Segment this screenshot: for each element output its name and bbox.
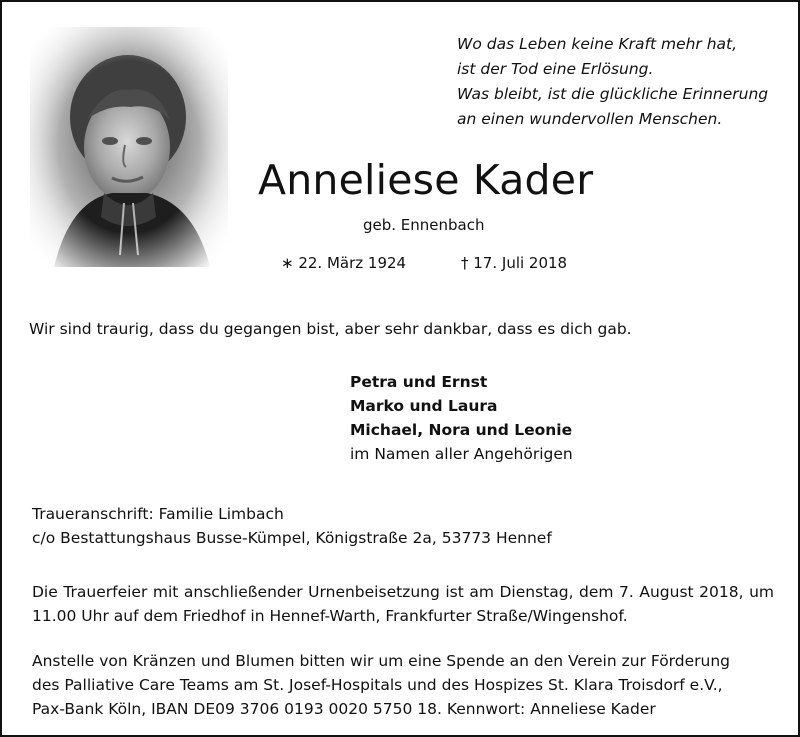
donation-line: Anstelle von Kränzen und Blumen bitten wir um eine Spende an den Verein zur Förderung [32,652,731,670]
death-date: † 17. Juli 2018 [461,254,568,272]
poem-line: ist der Tod eine Erlösung. [457,60,654,78]
birth-date: ∗ 22. März 1924 [281,254,407,272]
donation-line: Pax-Bank Köln, IBAN DE09 3706 0193 0020 5750 18. Kennwort: Anneliese Kader [32,700,656,718]
donation-line: des Palliative Care Teams am St. Josef-Hospitals und des Hospizes St. Klara Troisdorf e.V., [32,676,723,694]
family-names [350,370,650,466]
poem [457,32,777,132]
donation-request [32,649,774,721]
portrait-illustration [30,27,228,267]
sympathy-text: Wir sind traurig, dass du gegangen bist, aber sehr dankbar, dass es dich gab. [29,320,632,338]
mourning-address [32,502,732,550]
family-member: Petra und Ernst [350,373,488,391]
family-member: Marko und Laura [350,397,498,415]
deceased-name: Anneliese Kader [258,156,594,204]
funeral-service-info: Die Trauerfeier mit anschließender Urnenbeisetzung ist am Dienstag, dem 7. August 2018, um 11.00 Uhr auf dem Friedhof in Hennef-Warth, Frankfurter Straße/Wingenshof. [32,583,774,625]
maiden-name: geb. Ennenbach [363,216,485,234]
portrait-photo [30,27,228,267]
family-note: im Namen aller Angehörigen [350,445,573,463]
family-member: Michael, Nora und Leonie [350,421,573,439]
poem-line: an einen wundervollen Menschen. [457,110,723,128]
poem-line: Wo das Leben keine Kraft mehr hat, [457,35,738,53]
address-line: Traueranschrift: Familie Limbach [32,505,284,523]
address-line: c/o Bestattungshaus Busse-Kümpel, Königstraße 2a, 53773 Hennef [32,529,552,547]
poem-line: Was bleibt, ist die glückliche Erinnerung [457,85,769,103]
